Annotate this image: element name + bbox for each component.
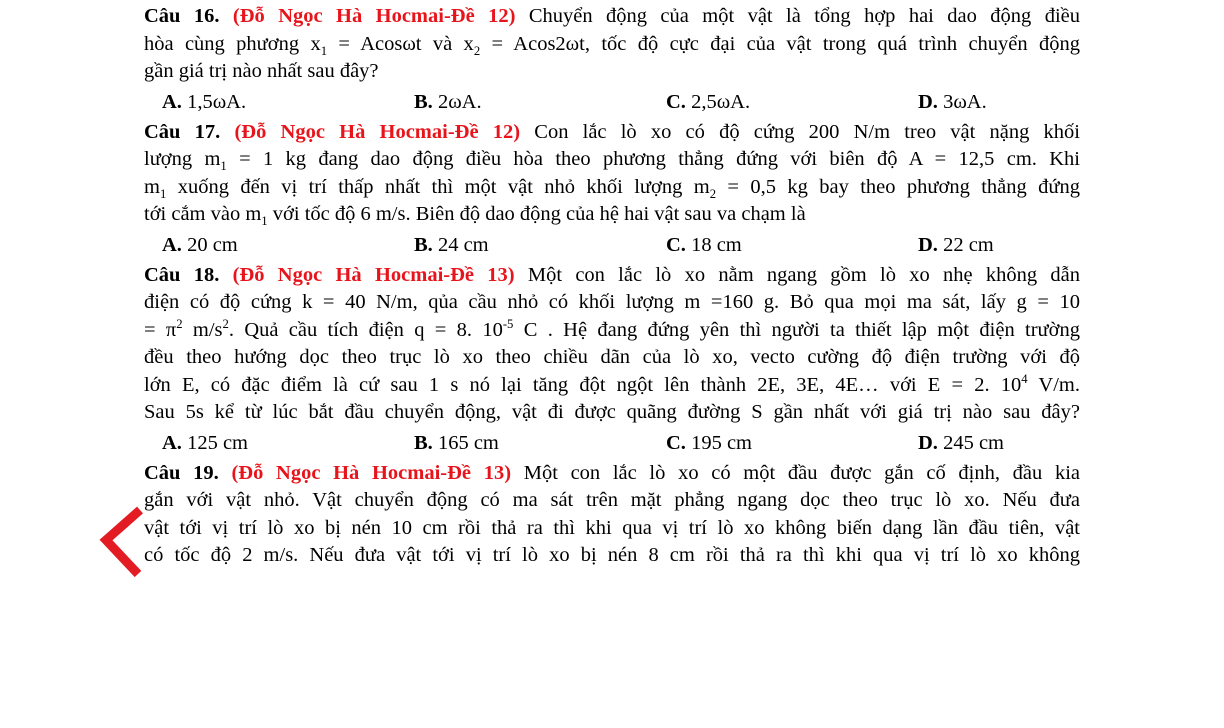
option-c[interactable]: C. 2,5ωA. bbox=[666, 90, 751, 113]
question-18-line-4: đều theo hướng dọc theo trục lò xo theo chiều dãn của lò xo, vecto cường độ điện trường với độ bbox=[144, 346, 1080, 368]
question-16-line-1: Câu 16. (Đỗ Ngọc Hà Hocmai-Đề 12) Chuyển động của một vật là tổng hợp hai dao động điều bbox=[144, 5, 1081, 27]
document-page bbox=[144, 3, 1080, 570]
question-17 bbox=[144, 119, 1080, 262]
option-d[interactable]: D. 3ωA. bbox=[918, 90, 987, 113]
question-18-line-1: Câu 18. (Đỗ Ngọc Hà Hocmai-Đề 13) Một con lắc lò xo nằm ngang gồm lò xo nhẹ không dẫn bbox=[144, 263, 1080, 286]
question-16-line-3: gần giá trị nào nhất sau đây? bbox=[144, 60, 379, 82]
answer-options bbox=[144, 229, 1080, 262]
question-number: Câu 19. bbox=[144, 461, 219, 484]
chevron-left-icon[interactable] bbox=[96, 500, 148, 590]
question-18-line-5: lớn E, có đặc điểm là cứ sau 1 s nó lại tăng đột ngột lên thành 2E, 3E, 4E… với E = 2. $10^4$ V/m. bbox=[144, 371, 1080, 396]
question-16-line-2: hòa cùng phương $x_1 = Acos\omega t$ và $x_2 = Acos2\omega t$, tốc độ cực đại của vật trong quá trình chuyển động bbox=[144, 32, 1080, 58]
question-19 bbox=[144, 460, 1080, 570]
option-d[interactable]: D. 245 cm bbox=[918, 431, 1004, 454]
question-source: (Đỗ Ngọc Hà Hocmai-Đề 13) bbox=[232, 263, 515, 286]
question-16 bbox=[144, 3, 1080, 119]
question-19-line-1: Câu 19. (Đỗ Ngọc Hà Hocmai-Đề 13) Một con lắc lò xo có một đầu được gắn cố định, đầu kia bbox=[144, 461, 1080, 484]
question-17-line-4: tới cắm vào $m_1$ với tốc độ 6 m/s. Biên độ dao động của hệ hai vật sau va chạm là bbox=[144, 203, 806, 229]
question-18-line-3: = $\pi^2$ $m/s^2$. Quả cầu tích điện q = 8. $10^{-5}$ C . Hệ đang đứng yên thì người ta thiết lập một điện trường bbox=[144, 316, 1081, 341]
question-18-line-6: Sau 5s kể từ lúc bắt đầu chuyển động, vật đi được quãng đường S gần nhất với giá trị nào sau đây? bbox=[144, 401, 1080, 423]
question-19-line-2: gắn với vật nhỏ. Vật chuyển động có ma sát trên mặt phẳng ngang dọc theo trục lò xo. Nếu đưa bbox=[144, 489, 1080, 511]
option-b[interactable]: B. 24 cm bbox=[414, 233, 489, 256]
question-19-line-4: có tốc độ 2 m/s. Nếu đưa vật tới vị trí lò xo bị nén 8 cm rồi thả ra thì khi qua vị trí lò xo không bbox=[144, 544, 1080, 566]
answer-options bbox=[144, 86, 1080, 119]
option-d[interactable]: D. 22 cm bbox=[918, 233, 994, 256]
question-source: (Đỗ Ngọc Hà Hocmai-Đề 13) bbox=[231, 461, 512, 484]
option-c[interactable]: C. 195 cm bbox=[666, 431, 752, 454]
question-18-line-2: điện có độ cứng k = 40 N/m, qủa cầu nhỏ có khối lượng m =160 g. Bỏ qua mọi ma sát, lấy g = 10 bbox=[144, 291, 1080, 313]
question-number: Câu 16. bbox=[144, 5, 220, 27]
option-a[interactable]: A. 1,5ωA. bbox=[162, 90, 247, 113]
question-number: Câu 18. bbox=[144, 263, 220, 286]
option-b[interactable]: B. 165 cm bbox=[414, 431, 499, 454]
option-a[interactable]: A. 125 cm bbox=[162, 431, 248, 454]
question-17-line-2: lượng $m_1 = 1$ kg đang dao động điều hòa theo phương thẳng đứng với biên độ A = 12,5 cm. Khi bbox=[144, 148, 1080, 174]
option-b[interactable]: B. 2ωA. bbox=[414, 90, 482, 113]
question-17-line-1: Câu 17. (Đỗ Ngọc Hà Hocmai-Đề 12) Con lắc lò xo có độ cứng 200 N/m treo vật nặng khối bbox=[144, 120, 1080, 143]
question-number: Câu 17. bbox=[144, 120, 221, 143]
question-source: (Đỗ Ngọc Hà Hocmai-Đề 12) bbox=[234, 120, 521, 143]
option-a[interactable]: A. 20 cm bbox=[162, 233, 238, 256]
question-18 bbox=[144, 262, 1080, 460]
question-19-line-3: vật tới vị trí lò xo bị nén 10 cm rồi thả ra thì khi qua vị trí lò xo không biến dạng lần đầu tiên, vật bbox=[144, 516, 1080, 539]
question-source: (Đỗ Ngọc Hà Hocmai-Đề 12) bbox=[232, 5, 516, 27]
answer-options bbox=[144, 427, 1080, 460]
option-c[interactable]: C. 18 cm bbox=[666, 233, 742, 256]
question-17-line-3: $m_1$ xuống đến vị trí thấp nhất thì một vật nhỏ khối lượng $m_2 = 0,5$ kg bay theo phương thẳng đứng bbox=[144, 175, 1081, 201]
